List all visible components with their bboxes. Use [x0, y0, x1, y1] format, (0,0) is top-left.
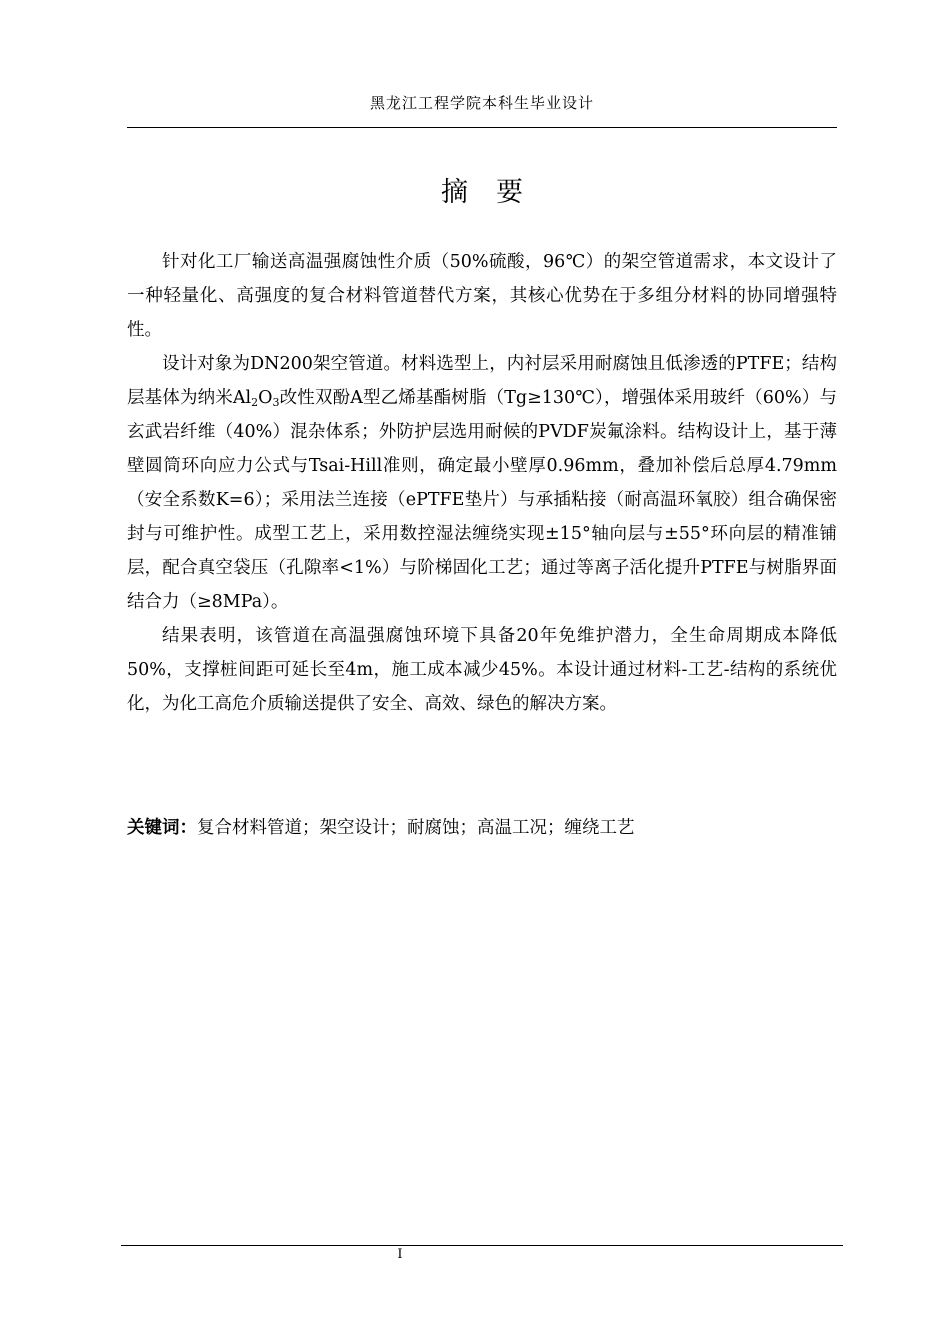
keywords-line [127, 811, 837, 845]
page-title [127, 170, 837, 209]
keywords-label: 关键词： [127, 818, 197, 838]
subscript-2: 2 [251, 396, 259, 409]
paragraph-2-text-a: 设计对象为DN200架空管道。材料选型上，内衬层采用耐腐蚀且低渗透的PTFE；结构层基体为纳米Al [127, 354, 837, 408]
abstract-paragraph-2 [127, 347, 837, 619]
keywords-text: 复合材料管道；架空设计；耐腐蚀；高温工况；缠绕工艺 [197, 818, 635, 838]
title-char-1: 摘 [441, 177, 468, 208]
running-header: 黑龙江工程学院本科生毕业设计 [369, 94, 594, 112]
paragraph-2-text-b: O [258, 388, 273, 408]
subscript-3: 3 [272, 396, 280, 409]
paragraph-2-text-c: 改性双酚A型乙烯基酯树脂（Tg≥130℃），增强体采用玻纤（60%）与玄武岩纤维（40%）混杂体系；外防护层选用耐候的PVDF炭氟涂料。结构设计上，基于薄壁圆筒环向应力公式与Tsai-Hill准则，确定最小壁厚0.96mm，叠加补偿后总厚4.79mm（安全系数K=6）；采用法兰连接（ePTFE垫片）与承插粘接（耐高温环氧胶）组合确保密封与可维护性。成型工艺上，采用数控湿法缠绕实现±15°轴向层与±55°环向层的精准铺层，配合真空袋压（孔隙率<1%）与阶梯固化工艺；通过等离子活化提升PTFE与树脂界面结合力（≥8MPa）。 [127, 388, 837, 612]
abstract-body [127, 245, 837, 721]
header-rule [127, 127, 837, 128]
abstract-paragraph-1: 针对化工厂输送高温强腐蚀性介质（50%硫酸，96℃）的架空管道需求，本文设计了一种轻量化、高强度的复合材料管道替代方案，其核心优势在于多组分材料的协同增强特性。 [127, 252, 837, 340]
footer-rule [121, 1245, 843, 1246]
page-number: I [397, 1247, 403, 1262]
title-char-2: 要 [496, 177, 523, 208]
abstract-paragraph-3: 结果表明，该管道在高温强腐蚀环境下具备20年免维护潜力，全生命周期成本降低50%，支撑桩间距可延长至4m，施工成本减少45%。本设计通过材料-工艺-结构的系统优化，为化工高危介质输送提供了安全、高效、绿色的解决方案。 [127, 626, 837, 714]
